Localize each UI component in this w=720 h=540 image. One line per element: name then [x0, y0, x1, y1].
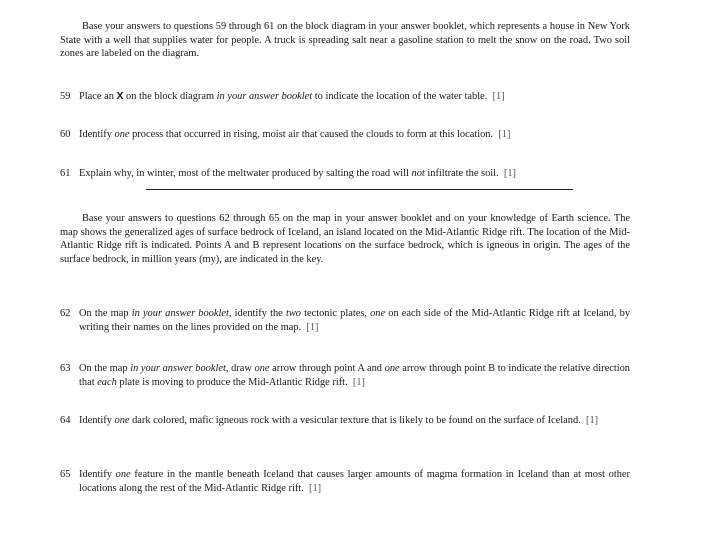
intro-paragraph-62-65: Base your answers to questions 62 through 65 on the map in your answer booklet and on your knowledge of Earth science. The map shows the generalized ages of surface bedrock of Iceland, an island located on the Mid-Atlantic Ridge rift. The location of the Mid-Atlantic Ridge rift is indicated. Points A and B represent locations on the surface bedrock, which is igneous in origin. The ages of the surface bedrock, in million years (my), are indicated in the key.: [60, 213, 630, 265]
question-text: Place an X on the block diagram in your answer booklet to indicate the location of the water table. [1]: [79, 91, 505, 102]
question-number: 63: [60, 363, 71, 374]
question-number: 62: [60, 308, 71, 319]
section-divider: [146, 189, 573, 190]
question-61: [60, 167, 630, 181]
question-number: 65: [60, 469, 71, 480]
points-label: [1]: [352, 376, 365, 388]
points-label: [1]: [306, 321, 319, 333]
question-text: Identify one feature in the mantle beneath Iceland that causes larger amounts of magma formation in Iceland than at most other locations along the rest of the Mid-Atlantic Ridge rift. [1]: [79, 469, 630, 494]
points-label: [1]: [503, 168, 516, 179]
points-label: [1]: [585, 415, 599, 426]
question-number: 64: [60, 415, 71, 426]
points-label: [1]: [309, 482, 322, 494]
question-number: 60: [60, 129, 71, 140]
question-text: On the map in your answer booklet, identify the two tectonic plates, one on each side of the Mid-Atlantic Ridge rift at Iceland, by writing their names on the lines provided on the map. [1]: [79, 308, 631, 333]
points-label: [1]: [492, 91, 505, 102]
question-62: [60, 307, 630, 334]
question-64: [60, 414, 630, 428]
question-60: [60, 128, 630, 142]
question-65: [60, 468, 630, 495]
question-number: 59: [60, 91, 71, 102]
question-text: On the map in your answer booklet, draw one arrow through point A and one arrow through point B to indicate the relative direction that each plate is moving to produce the Mid-Atlantic Ridge rift. [1]: [79, 363, 630, 388]
question-number: 61: [60, 168, 71, 179]
points-label: [1]: [498, 129, 511, 140]
question-63: [60, 362, 630, 389]
question-text: Identify one dark colored, mafic igneous rock with a vesicular texture that is likely to be found on the surface of Iceland. [1]: [79, 415, 599, 426]
question-59: [60, 90, 630, 104]
question-text: Explain why, in winter, most of the meltwater produced by salting the road will not infiltrate the soil. [1]: [79, 168, 516, 179]
intro-paragraph-59-61: Base your answers to questions 59 through 61 on the block diagram in your answer booklet, which represents a house in New York State with a well that supplies water for people. A truck is spreading salt near a gasoline station to melt the snow on the road. Two soil zones are labeled on the diagram.: [60, 21, 630, 60]
question-text: Identify one process that occurred in rising, moist air that caused the clouds to form at this location. [1]: [79, 129, 511, 140]
